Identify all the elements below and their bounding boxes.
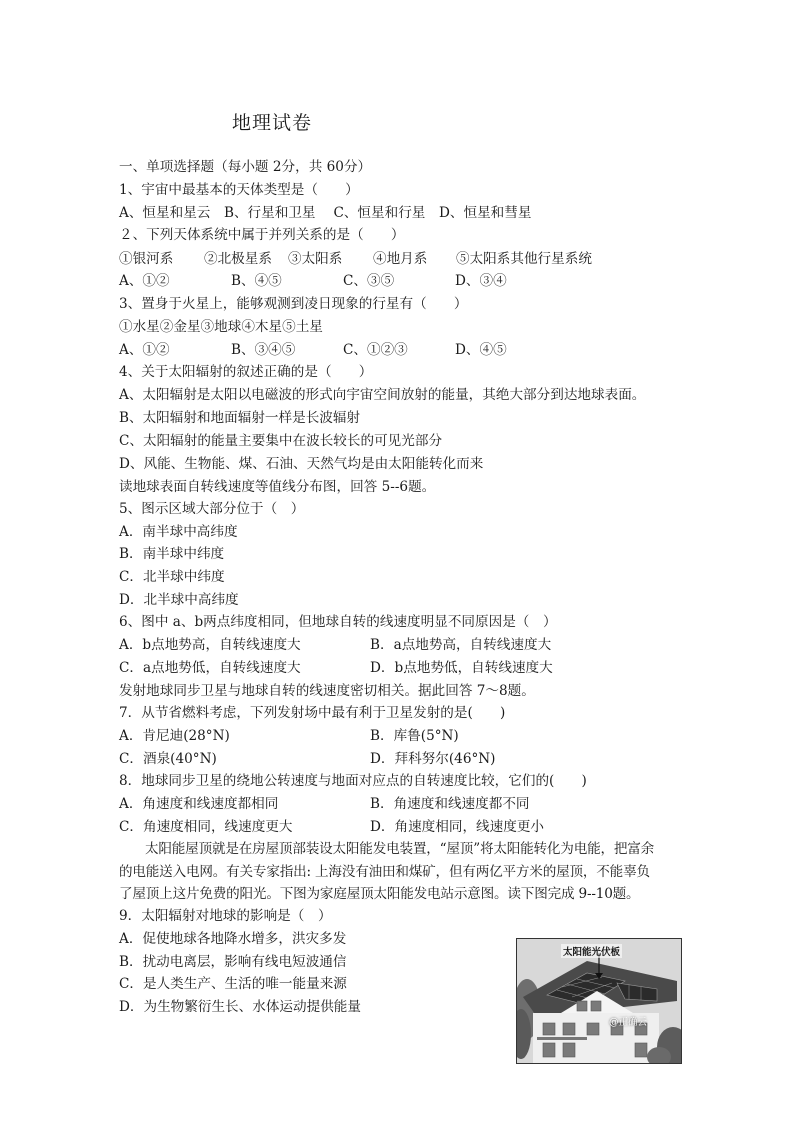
question-8-option: A．角速度和线速度都相同 bbox=[119, 796, 279, 812]
question-6-stem: 6、图中 a、b两点纬度相同，但地球自转的线速度明显不同原因是（ ） bbox=[119, 614, 557, 630]
question-3-option: B、③④⑤ bbox=[231, 342, 296, 358]
question-3-items: ①水星②金星③地球④木星⑤土星 bbox=[119, 319, 323, 335]
question-4-option-c: C、太阳辐射的能量主要集中在波长较长的可见光部分 bbox=[119, 433, 443, 449]
question-7-option: B．库鲁(5°N) bbox=[370, 728, 459, 744]
intro-5-6: 读地球表面自转线速度等值线分布图，回答 5--6题。 bbox=[119, 479, 436, 495]
question-5-option-c: C．北半球中纬度 bbox=[119, 569, 225, 585]
question-2-item: ①银河系 bbox=[119, 251, 174, 267]
question-9-option-b: B．扰动电离层，影响有线电短波通信 bbox=[119, 954, 347, 970]
question-5-option-b: B．南半球中纬度 bbox=[119, 546, 225, 562]
question-4-stem: 4、关于太阳辐射的叙述正确的是（ ） bbox=[119, 364, 373, 380]
question-6-option: C．a点地势低，自转线速度大 bbox=[119, 660, 301, 676]
question-2-option: C、③⑤ bbox=[343, 273, 395, 289]
question-2-item: ⑤太阳系其他行星系统 bbox=[456, 251, 592, 267]
question-5-option-a: A．南半球中高纬度 bbox=[119, 524, 238, 540]
question-3-option: D、④⑤ bbox=[455, 342, 507, 358]
question-7-option: A．肯尼迪(28°N) bbox=[119, 728, 230, 744]
question-8-option: D．角速度相同，线速度更小 bbox=[370, 819, 545, 835]
question-9-option-a: A．促使地球各地降水增多，洪灾多发 bbox=[119, 931, 347, 947]
question-9-stem: 9．太阳辐射对地球的影响是（ ） bbox=[119, 908, 332, 924]
question-6-option: A．b点地势高，自转线速度大 bbox=[119, 637, 301, 653]
question-5-stem: 5、图示区域大部分位于（ ） bbox=[119, 501, 305, 517]
solar-house-figure bbox=[516, 938, 682, 1064]
question-9-option-d: D．为生物繁衍生长、水体运动提供能量 bbox=[119, 999, 361, 1015]
question-8-stem: 8．地球同步卫星的绕地公转速度与地面对应点的自转速度比较，它们的( ) bbox=[119, 773, 587, 789]
question-3-option: A、①② bbox=[119, 342, 170, 358]
question-3-option: C、①②③ bbox=[343, 342, 408, 358]
question-5-option-d: D．北半球中高纬度 bbox=[119, 592, 239, 608]
section-heading: 一、单项选择题（每小题 2分，共 60分） bbox=[119, 159, 372, 175]
question-8-option: B．角速度和线速度都不同 bbox=[370, 796, 530, 812]
watermark: @正确云 bbox=[609, 1017, 648, 1028]
page-title: 地理试卷 bbox=[232, 112, 313, 134]
question-2-option: D、③④ bbox=[455, 273, 507, 289]
question-2-item: ②北极星系 bbox=[204, 251, 272, 267]
question-2-item: ④地月系 bbox=[373, 251, 428, 267]
passage-line: 了屋顶上这片免费的阳光。下图为家庭屋顶太阳能发电站示意图。读下图完成 9--10题。 bbox=[119, 886, 640, 902]
question-8-option: C．角速度相同，线速度更大 bbox=[119, 819, 293, 835]
question-6-option: B．a点地势高，自转线速度大 bbox=[370, 637, 552, 653]
question-3-stem: 3、置身于火星上，能够观测到凌日现象的行星有（ ） bbox=[119, 296, 468, 312]
passage-line: 太阳能屋顶就是在房屋顶部装设太阳能发电装置，“屋顶”将太阳能转化为电能，把富余 bbox=[145, 841, 655, 857]
question-6-option: D．b点地势低，自转线速度大 bbox=[370, 660, 553, 676]
passage-line: 的电能送入电网。有关专家指出: 上海没有油田和煤矿，但有两亿平方米的屋顶，不能辜负 bbox=[119, 864, 650, 880]
question-7-option: D．拜科努尔(46°N) bbox=[370, 751, 496, 767]
question-2-item: ③太阳系 bbox=[288, 251, 343, 267]
question-4-option-b: B、太阳辐射和地面辐射一样是长波辐射 bbox=[119, 410, 361, 426]
question-9-option-c: C．是人类生产、生活的唯一能量来源 bbox=[119, 976, 347, 992]
question-2-option: A、①② bbox=[119, 273, 170, 289]
question-7-stem: 7．从节省燃料考虑，下列发射场中最有利于卫星发射的是( ) bbox=[119, 705, 506, 721]
question-2-stem: ２、下列天体系统中属于并列关系的是（ ） bbox=[119, 227, 405, 243]
solar-panel-label: 太阳能光伏板 bbox=[561, 944, 622, 958]
question-7-option: C．酒泉(40°N) bbox=[119, 751, 217, 767]
question-4-option-d: D、风能、生物能、煤、石油、天然气均是由太阳能转化而来 bbox=[119, 456, 484, 472]
question-1-options: A、恒星和星云 B、行星和卫星 C、恒星和行星 D、恒星和彗星 bbox=[119, 205, 532, 221]
question-4-option-a: A、太阳辐射是太阳以电磁波的形式向宇宙空间放射的能量，其绝大部分到达地球表面。 bbox=[119, 387, 646, 403]
intro-7-8: 发射地球同步卫星与地球自转的线速度密切相关。据此回答 7～8题。 bbox=[119, 683, 535, 699]
question-2-option: B、④⑤ bbox=[231, 273, 282, 289]
question-1-stem: 1、宇宙中最基本的天体类型是（ ） bbox=[119, 182, 359, 198]
